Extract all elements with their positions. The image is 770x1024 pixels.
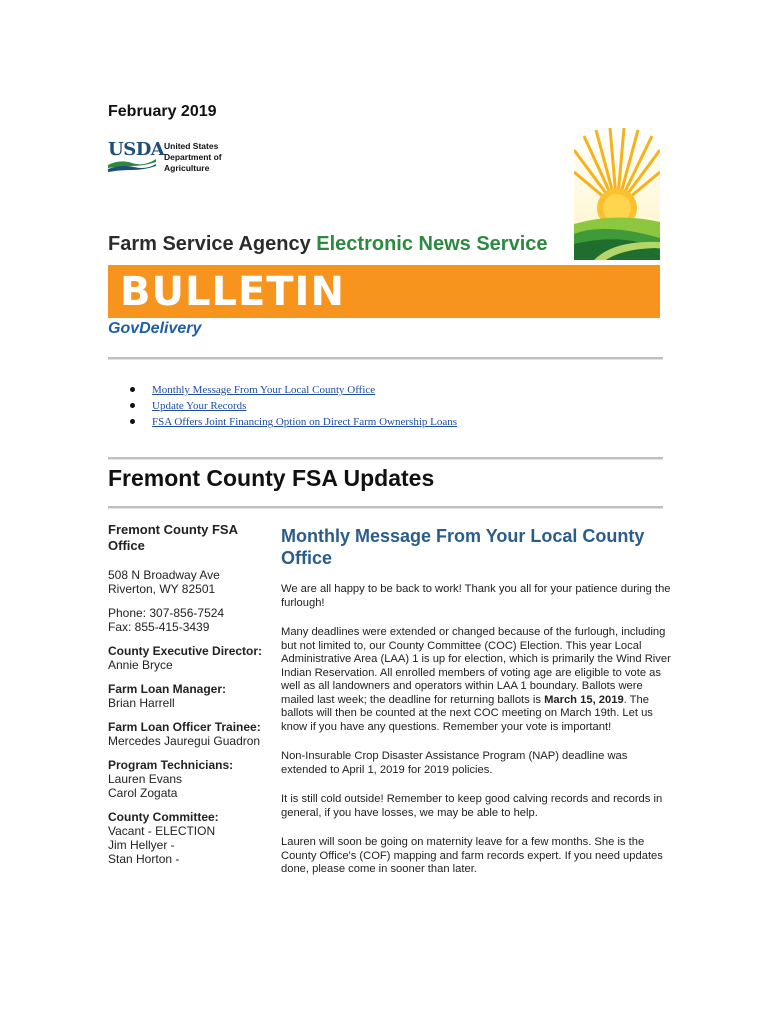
staff-flm <box>108 682 268 710</box>
staff-name: Stan Horton - <box>108 852 180 866</box>
office-contact <box>108 606 268 634</box>
usda-org-line: Agriculture <box>164 163 210 173</box>
section-title: Fremont County FSA Updates <box>108 465 435 491</box>
staff-pt <box>108 758 268 800</box>
divider <box>108 506 663 509</box>
issue-date: February 2019 <box>108 103 217 120</box>
divider <box>108 357 663 360</box>
bullet-icon <box>130 419 135 424</box>
county-office-sidebar <box>108 522 268 876</box>
article <box>281 525 673 893</box>
staff-name: Jim Hellyer - <box>108 838 175 852</box>
govdelivery-logo: GovDelivery <box>108 320 202 337</box>
staff-role: County Committee: <box>108 810 219 824</box>
ballot-deadline: March 15, 2019 <box>544 693 624 706</box>
staff-name: Annie Bryce <box>108 658 173 672</box>
bullet-icon <box>130 387 135 392</box>
article-paragraph: Non-Insurable Crop Disaster Assistance Program (NAP) deadline was extended to April 1, 2019 for 2019 policies. <box>281 750 628 776</box>
office-address <box>108 568 268 596</box>
address-line: 508 N Broadway Ave <box>108 568 220 582</box>
staff-role: County Executive Director: <box>108 644 263 658</box>
staff-ced <box>108 644 268 672</box>
divider <box>108 457 663 460</box>
staff-role: Farm Loan Manager: <box>108 682 227 696</box>
usda-org-line: Department of <box>164 152 222 162</box>
staff-cc <box>108 810 268 866</box>
article-paragraph: Lauren will soon be going on maternity leave for a few months. She is the County Office's (COF) mapping and farm records expert. If you need updates done, please come in sooner than later. <box>281 836 663 875</box>
bullet-icon <box>130 403 135 408</box>
toc-link-monthly-message[interactable]: Monthly Message From Your Local County Office <box>152 384 376 396</box>
toc-link-update-records[interactable]: Update Your Records <box>152 400 247 412</box>
usda-org-line: United States <box>164 141 219 151</box>
phone-number: Phone: 307-856-7524 <box>108 606 225 620</box>
paragraph-text: . The ballots will then be counted at the next COC meeting on March 19th. Let us know if you have any questions. Remember your vote is important! <box>281 693 653 733</box>
staff-flot <box>108 720 268 748</box>
fax-number: Fax: 855-415-3439 <box>108 620 210 634</box>
staff-role: Program Technicians: <box>108 758 234 772</box>
agency-name: Farm Service Agency <box>108 233 311 255</box>
bulletin-banner <box>108 265 660 318</box>
staff-name: Brian Harrell <box>108 696 175 710</box>
usda-logo <box>108 139 248 175</box>
usda-org-name <box>164 141 222 174</box>
staff-name: Mercedes Jauregui Guadron <box>108 734 261 748</box>
usda-letters: USDA <box>108 139 165 160</box>
toc-link-joint-financing[interactable]: FSA Offers Joint Financing Option on Direct Farm Ownership Loans <box>152 416 458 428</box>
paragraph-text: Many deadlines were extended or changed because of the furlough, including but not limited to, our County Committee (COC) Election. This year Local Administrative Area (LAA) 1 is up for election, which is primarily the Wind River Indian Reservation. All enrolled members of voting age are eligible to vote as well as all landowners and operators within LAA 1 boundary. Ballots were mailed last week; the deadline for returning ballots is <box>281 626 671 706</box>
bulletin-label: BULLETIN <box>120 269 345 315</box>
address-line: Riverton, WY 82501 <box>108 582 216 596</box>
article-heading: Monthly Message From Your Local County Office <box>281 526 645 568</box>
sun-field-illustration <box>574 128 660 260</box>
staff-name: Vacant - ELECTION <box>108 824 216 838</box>
article-paragraph <box>281 626 673 734</box>
staff-role: Farm Loan Officer Trainee: <box>108 720 261 734</box>
staff-name: Carol Zogata <box>108 786 178 800</box>
article-paragraph: It is still cold outside! Remember to keep good calving records and records in general, if you have losses, we may be able to help. <box>281 793 663 819</box>
staff-name: Lauren Evans <box>108 772 183 786</box>
service-name: Electronic News Service <box>316 233 548 255</box>
usda-mark <box>108 139 165 173</box>
office-title: Fremont County FSA Office <box>108 522 238 553</box>
agency-title <box>108 233 548 256</box>
article-paragraph: We are all happy to be back to work! Thank you all for your patience during the furlough! <box>281 583 671 609</box>
